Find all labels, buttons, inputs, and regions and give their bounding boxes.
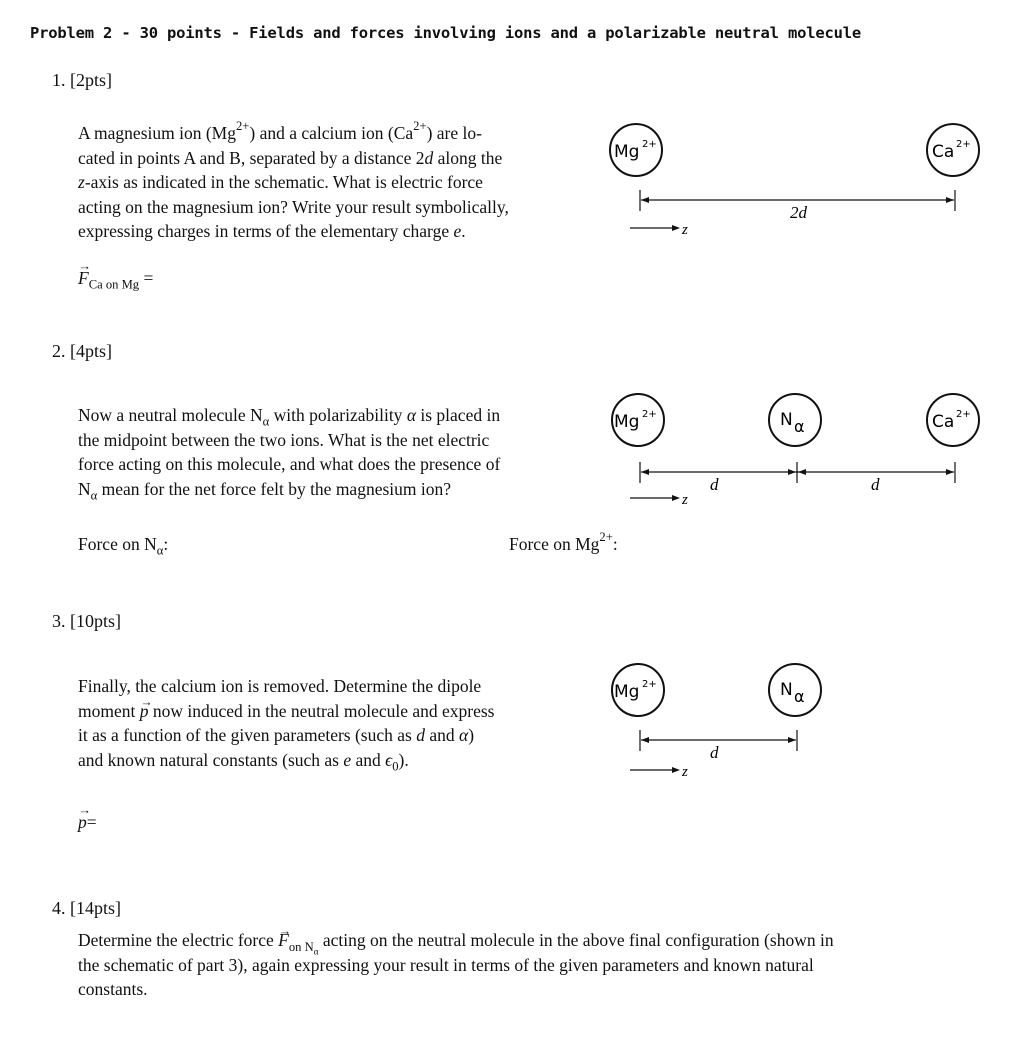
- question-3-points: [10pts]: [70, 611, 121, 631]
- distance-arrow: [640, 730, 797, 751]
- question-1-answer-line: [78, 268, 154, 292]
- question-4-text: Determine the electric force → $F_{on N_\alpha}$ acting on the neutral molecule in the above final configuration (shown in the schematic of part 3), again expressing your result in terms of the given parameters and known natural constants.: [78, 928, 1008, 1002]
- z-axis-label: z: [682, 492, 688, 508]
- mg-ion-charge: 2+: [642, 679, 657, 690]
- distance-label: d: [710, 743, 719, 762]
- force-vector-symbol: → F: [78, 268, 89, 289]
- question-3-number: 3.: [52, 611, 66, 631]
- ca-ion-charge: 2+: [956, 409, 971, 420]
- question-3-header: [52, 611, 121, 632]
- ca-ion: [927, 394, 979, 446]
- diagram-q2: [600, 380, 1000, 520]
- question-4-header: [52, 898, 121, 919]
- distance-label-1: d: [710, 475, 719, 494]
- na-molecule: [769, 394, 821, 446]
- mg-ion-charge: 2+: [642, 139, 657, 150]
- mg-ion: [610, 124, 662, 176]
- ca-ion: [927, 124, 979, 176]
- equals-sign: =: [86, 812, 97, 832]
- dipole-vector-symbol: → p: [78, 812, 87, 833]
- force-on-na-label: Force on $N_\alpha$:: [78, 534, 169, 558]
- z-axis-arrow: [630, 495, 680, 501]
- na-molecule-subscript: α: [794, 687, 805, 706]
- force-subscript: Ca on Mg: [88, 277, 140, 292]
- question-2-number: 2.: [52, 341, 66, 361]
- distance-arrows: [640, 462, 955, 483]
- mg-ion-charge: 2+: [642, 409, 657, 420]
- question-4-number: 4.: [52, 898, 66, 918]
- mg-ion: [612, 664, 664, 716]
- force-on-mg-label: Force on $Mg^{2+}$:: [509, 530, 618, 554]
- mg-ion-label: Mg: [614, 142, 640, 162]
- question-3-text: Finally, the calcium ion is removed. Determine the dipole moment → p now induced in the neutral molecule and express it as a function of the given parameters (such as d and α) and known natural constants (such as e and $\epsilon_0$).: [78, 674, 598, 772]
- ca-ion-label: Ca: [932, 142, 955, 162]
- na-molecule-subscript: α: [794, 417, 805, 436]
- z-axis-arrow: [630, 767, 680, 773]
- z-axis-label: z: [682, 222, 688, 238]
- mg-ion: [612, 394, 664, 446]
- question-1-points: [2pts]: [70, 70, 112, 90]
- mg-ion-label: Mg: [614, 682, 640, 702]
- distance-label-2: d: [871, 475, 880, 494]
- na-molecule-label: N: [780, 410, 793, 430]
- question-1-text: A magnesium ion $(Mg^{2+})$ and a calcium ion $(Ca^{2+})$ are lo- cated in points A and B, separated by a distance 2d along the z-axis as indicated in the schematic. What is electric force acting on the magnesium ion? Write your result symbolically, expressing charges in terms of the elementary charge e.: [78, 119, 509, 241]
- question-1-header: [52, 70, 112, 91]
- question-1-number: 1.: [52, 70, 66, 90]
- na-molecule-label: N: [780, 680, 793, 700]
- mg-ion-label: Mg: [614, 412, 640, 432]
- problem-title: Problem 2 - 30 points - Fields and forces involving ions and a polarizable neutral molecule: [30, 24, 861, 42]
- question-4-points: [14pts]: [70, 898, 121, 918]
- question-2-points: [4pts]: [70, 341, 112, 361]
- diagram-q1: [600, 110, 1000, 250]
- na-molecule: [769, 664, 821, 716]
- z-axis-arrow: [630, 225, 680, 231]
- diagram-q3: [600, 650, 860, 790]
- ca-ion-label: Ca: [932, 412, 955, 432]
- equals-sign: =: [143, 268, 154, 288]
- question-3-answer-line: [78, 812, 97, 833]
- question-2-text: Now a neutral molecule $N_\alpha$ with polarizability α is placed in the midpoint between the two ions. What is the net electric force acting on this molecule, and what does the presence of $N_\alpha$ mean for the net force felt by the magnesium ion?: [78, 405, 501, 502]
- question-2-header: [52, 341, 112, 362]
- ca-ion-charge: 2+: [956, 139, 971, 150]
- distance-label: 2d: [790, 203, 807, 222]
- z-axis-label: z: [682, 764, 688, 780]
